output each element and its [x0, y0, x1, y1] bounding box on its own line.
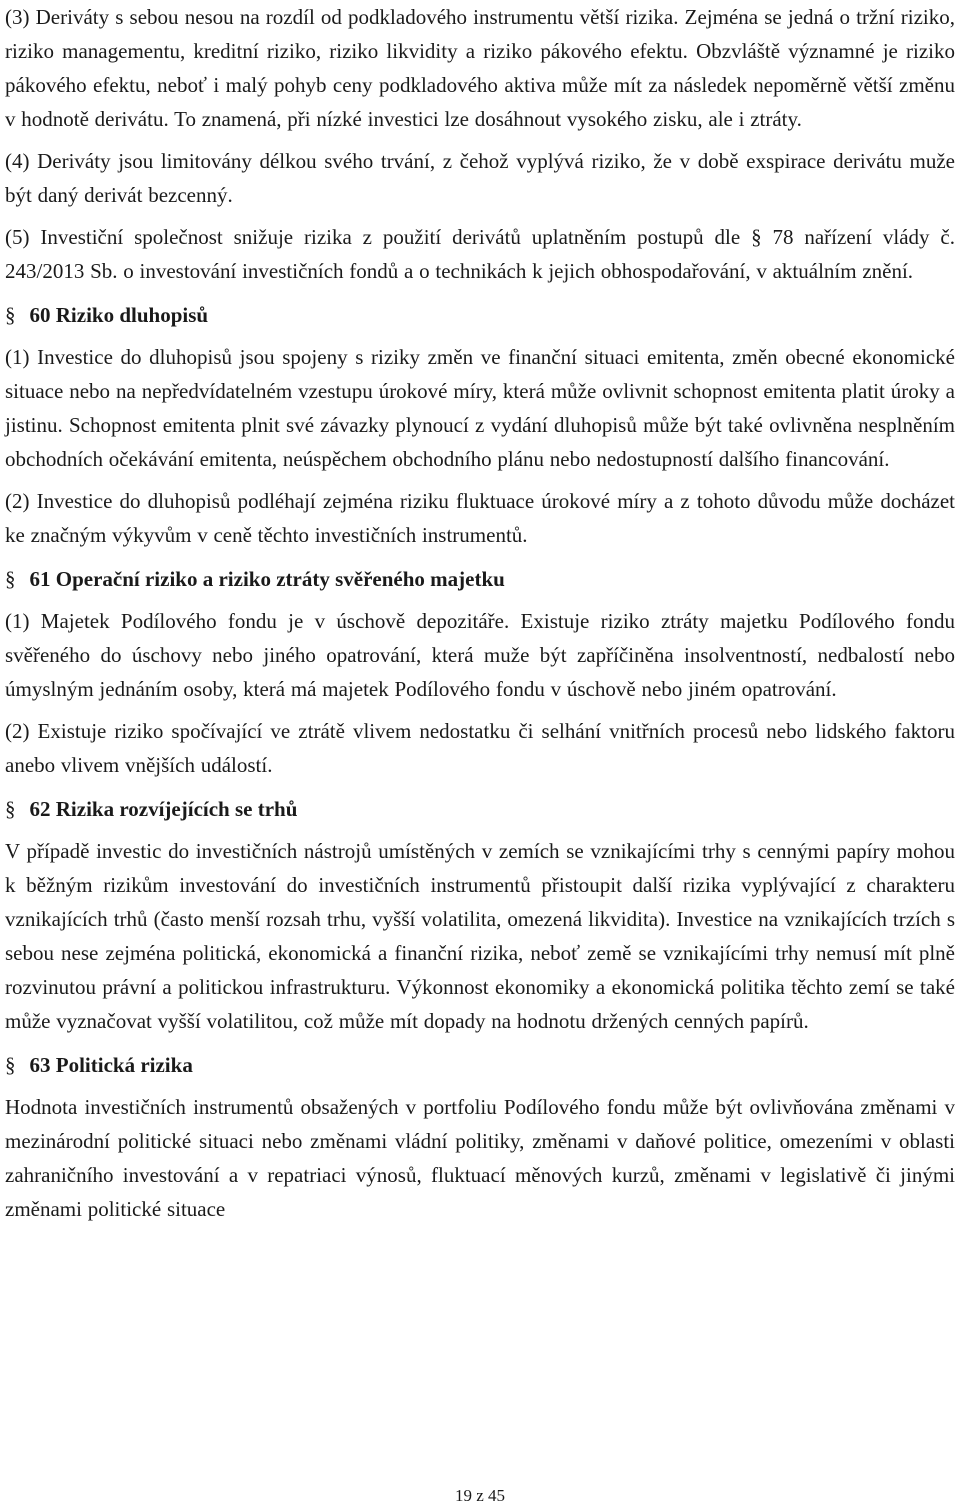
section-heading-63	[5, 1048, 955, 1082]
paragraph-4-derivatives-duration: (4) Deriváty jsou limitovány délkou svého trvání, z čehož vyplývá riziko, že v době exspirace derivátu muže být daný derivát bezcenný.	[5, 149, 955, 207]
section-62-paragraph-1: V případě investic do investičních nástrojů umístěných v zemích se vznikajícími trhy s cennými papíry mohou k běžným rizikům investování do investičních instrumentů přistoupit další rizika vyplývající z charakteru vznikajících trhů (často menší rozsah trhu, vyšší volatilita, omezená likvidita). Investice na vznikajících trzích s sebou nese zejména politická, ekonomická a finanční rizika, neboť země se vznikajícími trhy nemusí mít plně rozvinutou právní a politickou infrastrukturu. Výkonnost ekonomiky a ekonomická politika těchto zemí se také může vyznačovat vyšší volatilitou, což může mít dopady na hodnotu držených cenných papírů.	[5, 839, 955, 1033]
paragraph-5-risk-mitigation: (5) Investiční společnost snižuje rizika z použití derivátů uplatněním postupů dle § 78 nařízení vlády č. 243/2013 Sb. o investování investičních fondů a o technikách k jejich obhospodařování, v aktuálním znění.	[5, 225, 955, 283]
section-title-60: 60 Riziko dluhopisů	[29, 303, 209, 327]
section-sign: §	[5, 567, 16, 591]
page-number-footer: 19 z 45	[454, 1486, 506, 1505]
section-sign: §	[5, 797, 16, 821]
section-title-61: 61 Operační riziko a riziko ztráty svěřeného majetku	[29, 567, 505, 591]
section-60-paragraph-1: (1) Investice do dluhopisů jsou spojeny s riziky změn ve finanční situaci emitenta, změn obecné ekonomické situace nebo na nepředvídatelném vzestupu úrokové míry, která může ovlivnit schopnost emitenta platit úroky a jistinu. Schopnost emitenta plnit své závazky plynoucí z vydání dluhopisů může být také ovlivněna nesplněním obchodních očekávání emitenta, neúspěchem obchodního plánu nebo nedostupností dalšího financování.	[5, 345, 955, 471]
section-sign: §	[5, 303, 16, 327]
section-heading-60	[5, 298, 955, 332]
section-title-62: 62 Rizika rozvíjejících se trhů	[29, 797, 298, 821]
section-63-paragraph-1: Hodnota investičních instrumentů obsažených v portfoliu Podílového fondu může být ovlivňována změnami v mezinárodní politické situaci nebo změnami vládní politiky, změnami v daňové politice, omezeními v oblasti zahraničního investování a v repatriaci výnosů, fluktuací měnových kurzů, změnami v legislativě či jinými změnami politické situace	[5, 1095, 955, 1221]
section-heading-62	[5, 792, 955, 826]
section-61-paragraph-1: (1) Majetek Podílového fondu je v úschově depozitáře. Existuje riziko ztráty majetku Podílového fondu svěřeného do úschovy nebo jiného opatrování, která muže být zapříčiněna insolventností, nedbalostí nebo úmyslným jednáním osoby, která má majetek Podílového fondu v úschově nebo jiném opatrování.	[5, 609, 955, 701]
section-61-paragraph-2: (2) Existuje riziko spočívající ve ztrátě vlivem nedostatku či selhání vnitřních procesů nebo lidského faktoru anebo vlivem vnějších událostí.	[5, 719, 955, 777]
section-heading-61	[5, 562, 955, 596]
section-title-63: 63 Politická rizika	[29, 1053, 193, 1077]
section-60-paragraph-2: (2) Investice do dluhopisů podléhají zejména riziku fluktuace úrokové míry a z tohoto důvodu může docházet ke značným výkyvům v ceně těchto investičních instrumentů.	[5, 489, 955, 547]
document-page	[5, 0, 955, 1226]
paragraph-3-derivatives-risks: (3) Deriváty s sebou nesou na rozdíl od podkladového instrumentu větší rizika. Zejména se jedná o tržní riziko, riziko managementu, kreditní riziko, riziko likvidity a riziko pákového efektu. Obzvláště významné je riziko pákového efektu, neboť i malý pohyb ceny podkladového aktiva může mít za následek nepoměrně větší změnu v hodnotě derivátu. To znamená, při nízké investici lze dosáhnout vysokého zisku, ale i ztráty.	[5, 5, 955, 131]
section-sign: §	[5, 1053, 16, 1077]
